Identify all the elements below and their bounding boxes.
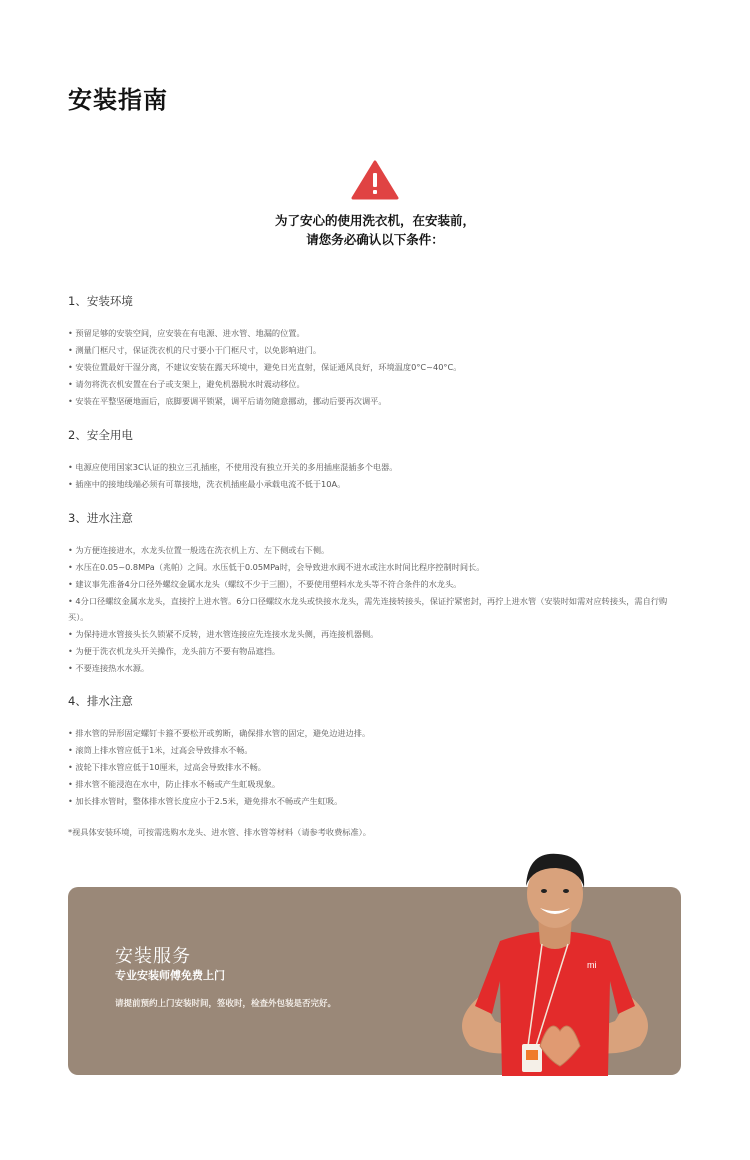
- list-item: • 不要连接热水水源。: [68, 663, 150, 673]
- footnote: *视具体安装环境，可按需选购水龙头、进水管、排水管等材料（请参考收费标准）。: [68, 827, 371, 837]
- list-item: • 电源应使用国家3C认证的独立三孔插座，不使用没有独立开关的多用插座混插多个电器。: [68, 462, 398, 472]
- warning-line-2: 请您务必确认以下条件：: [306, 232, 444, 247]
- list-item: • 请勿将洗衣机安置在台子或支架上，避免机器脱水时震动移位。: [68, 379, 305, 389]
- list-item: • 排水管的异形固定螺钉卡箍不要松开或剪断，确保排水管的固定，避免边进边排。: [68, 728, 371, 738]
- list-item: • 排水管不能浸泡在水中，防止排水不畅或产生虹吸现象。: [68, 779, 281, 789]
- list-item: • 安装在平整坚硬地面后，底脚要调平锁紧，调平后请勿随意挪动，挪动后要再次调平。: [68, 396, 387, 406]
- section-list-drainage: [68, 725, 688, 810]
- list-item: • 波轮下排水管应低于10厘米，过高会导致排水不畅。: [68, 762, 266, 772]
- section-list-electricity: [68, 459, 688, 493]
- list-item: • 预留足够的安装空间，应安装在有电源、进水管、地漏的位置。: [68, 328, 305, 338]
- service-subtitle: 专业安装师傅免费上门: [115, 969, 225, 982]
- section-heading-water-inlet: 3、进水注意: [68, 511, 133, 525]
- service-note: 请提前预约上门安装时间，签收时，检查外包装是否完好。: [115, 999, 337, 1009]
- list-item: • 水压在0.05~0.8MPa（兆帕）之间。水压低于0.05MPa时，会导致进水阀不进水或注水时间比程序控制时间长。: [68, 562, 485, 572]
- list-item: • 滚筒上排水管应低于1米，过高会导致排水不畅。: [68, 745, 253, 755]
- warning-message: [0, 211, 750, 249]
- warning-triangle-icon: [351, 160, 399, 200]
- section-heading-drainage: 4、排水注意: [68, 694, 133, 708]
- technician-photo: [440, 846, 670, 1076]
- list-item: • 为便于洗衣机龙头开关操作，龙头前方不要有物品遮挡。: [68, 646, 281, 656]
- section-list-water-inlet: [68, 542, 688, 677]
- section-heading-environment: 1、安装环境: [68, 294, 133, 308]
- list-item: • 插座中的接地线端必须有可靠接地，洗衣机插座最小承载电流不低于10A。: [68, 479, 346, 489]
- list-item: • 为保持进水管接头长久锁紧不反转，进水管连接应先连接水龙头侧，再连接机器侧。: [68, 629, 379, 639]
- list-item: • 安装位置最好干湿分离，不建议安装在露天环境中，避免日光直射，保证通风良好，环境温度0°C~40°C。: [68, 362, 462, 372]
- shirt-logo: mi: [587, 960, 597, 970]
- service-title: 安装服务: [115, 946, 191, 967]
- list-item: • 建议事先准备4分口径外螺纹金属水龙头（螺纹不少于三圈），不要使用塑料水龙头等不符合条件的水龙头。: [68, 579, 462, 589]
- section-heading-electricity: 2、安全用电: [68, 428, 133, 442]
- list-item: • 为方便连接进水，水龙头位置一般选在洗衣机上方、左下侧或右下侧。: [68, 545, 330, 555]
- list-item: • 测量门框尺寸，保证洗衣机的尺寸要小于门框尺寸，以免影响进门。: [68, 345, 322, 355]
- page-title: 安装指南: [68, 86, 168, 114]
- list-item: • 4分口径螺纹金属水龙头，直接拧上进水管。6分口径螺纹水龙头或快接水龙头，需先连接转接头，保证拧紧密封，再拧上进水管（安装时如需对应转接头，需自行购买）。: [68, 596, 668, 622]
- warning-line-1: 为了安心的使用洗衣机，在安装前，: [274, 213, 475, 228]
- section-list-environment: [68, 325, 688, 410]
- list-item: • 加长排水管时，整体排水管长度应小于2.5米，避免排水不畅或产生虹吸。: [68, 796, 343, 806]
